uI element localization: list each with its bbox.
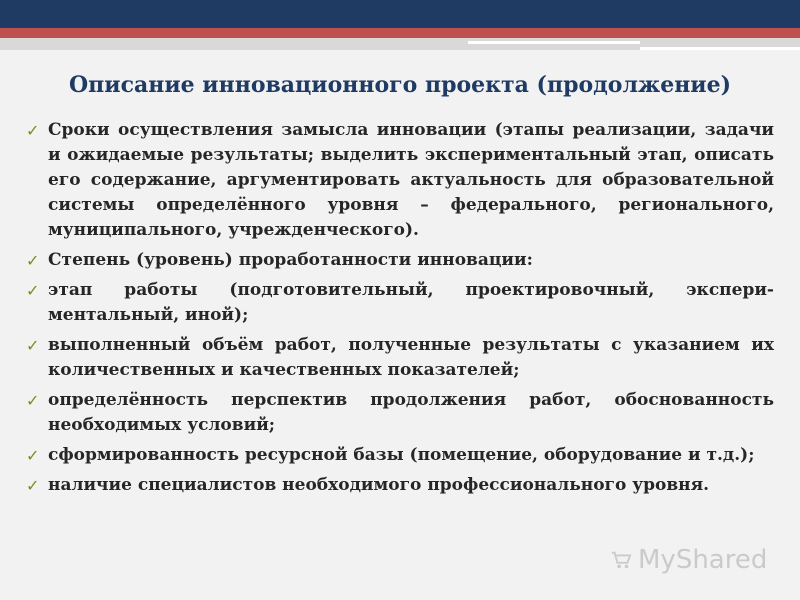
check-icon: ✓	[26, 281, 40, 300]
decor-line	[468, 41, 640, 44]
watermark-text: MyShared	[638, 545, 768, 575]
check-icon: ✓	[26, 391, 40, 410]
list-item	[26, 333, 774, 383]
check-icon: ✓	[26, 251, 40, 270]
list-item	[26, 278, 774, 328]
check-icon: ✓	[26, 476, 40, 495]
slide-title: Описание инновационного проекта (продолжение)	[68, 72, 732, 98]
list-item	[26, 118, 774, 243]
list-item	[26, 473, 774, 498]
list-item-text: этап работы (подготовительный, проектировочный, экспери-ментальный, иной);	[48, 280, 774, 325]
check-icon: ✓	[26, 336, 40, 355]
decor-line	[640, 47, 800, 50]
list-item-text: выполненный объём работ, полученные результаты с указанием их количественных и качественных показателей;	[48, 335, 774, 380]
check-icon: ✓	[26, 446, 40, 465]
header-band	[0, 0, 800, 28]
list-item	[26, 248, 774, 273]
watermark	[610, 540, 780, 580]
cart-icon	[610, 549, 632, 571]
bullet-list	[26, 118, 774, 503]
list-item	[26, 388, 774, 438]
list-item-text: Степень (уровень) проработанности инновации:	[48, 250, 533, 270]
check-icon: ✓	[26, 121, 40, 140]
list-item-text: определённость перспектив продолжения работ, обоснованность необходимых условий;	[48, 390, 774, 435]
list-item	[26, 443, 774, 468]
list-item-text: Сроки осуществления замысла инновации (этапы реализации, задачи и ожидаемые результаты; выделить экспериментальный этап, описать его содержание, аргументировать актуальность для образовательной системы определённого уровня – федерального, регионального, муниципального, учрежденческого).	[48, 120, 774, 240]
accent-band	[0, 28, 800, 38]
list-item-text: наличие специалистов необходимого профессионального уровня.	[48, 475, 710, 495]
list-item-text: сформированность ресурсной базы (помещение, оборудование и т.д.);	[48, 445, 755, 465]
